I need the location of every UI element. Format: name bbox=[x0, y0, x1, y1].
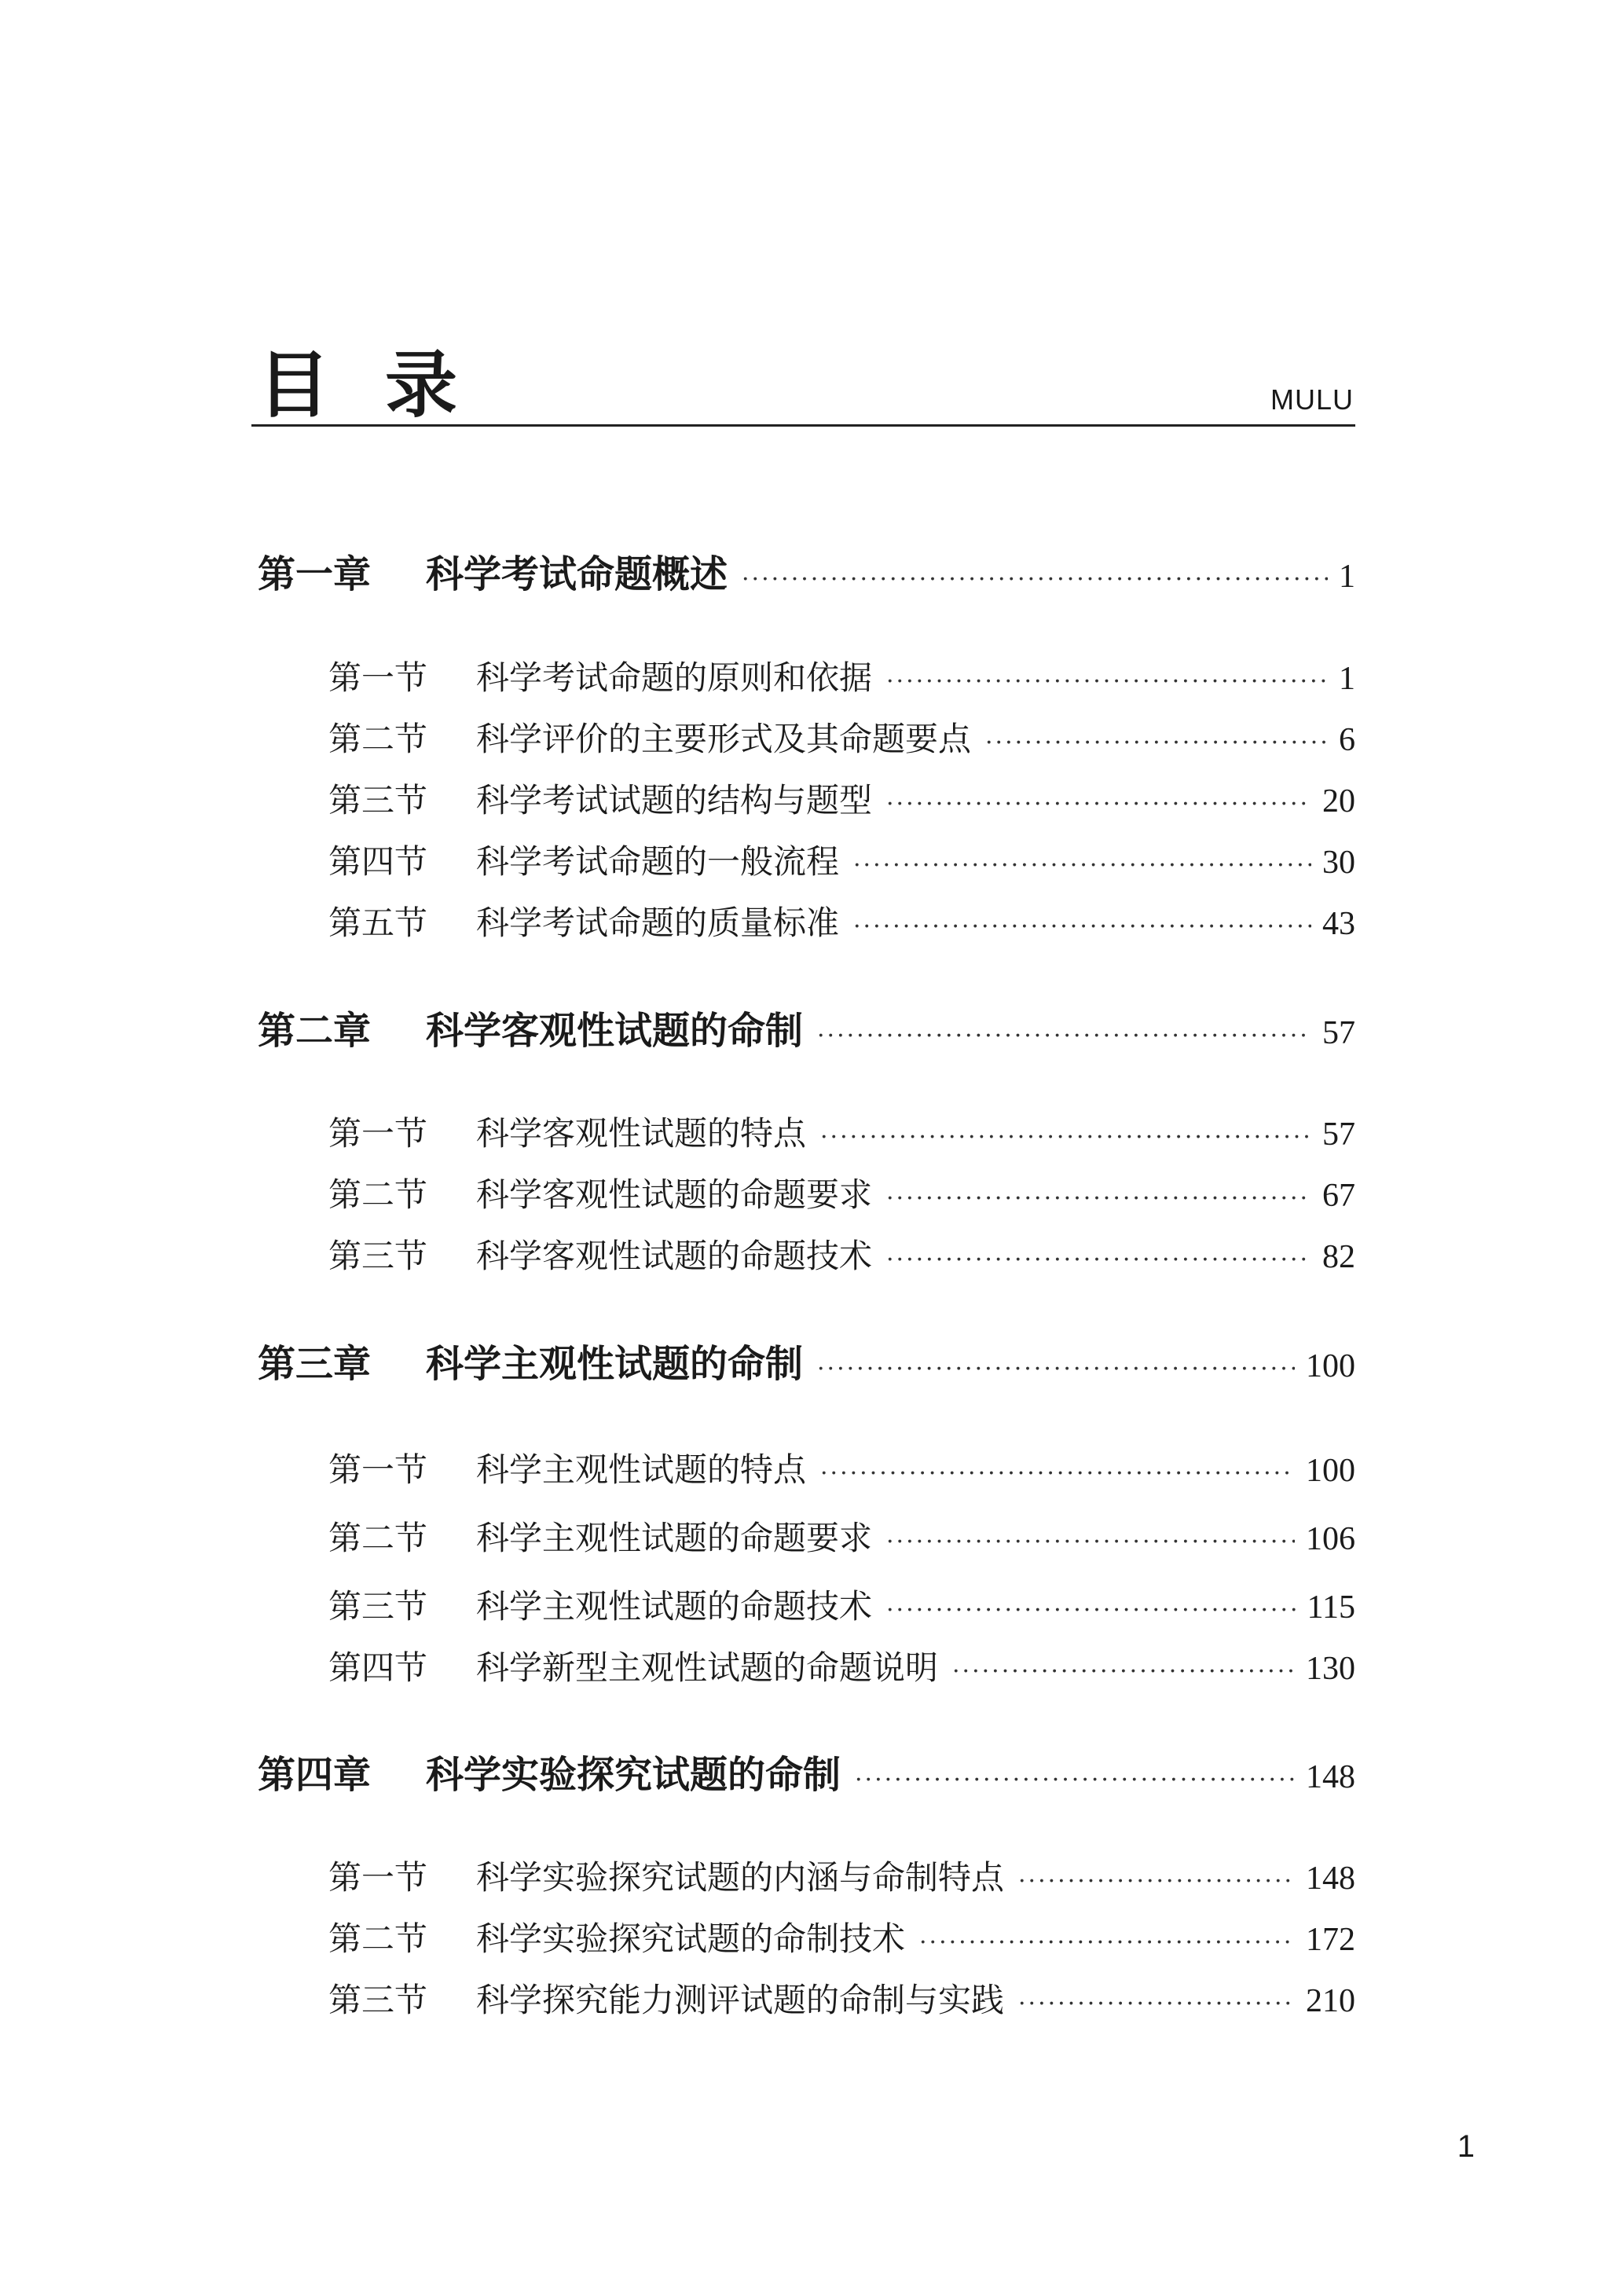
section-title: 科学考试试题的结构与题型 bbox=[476, 781, 873, 819]
toc-chapter[interactable] bbox=[258, 1744, 1355, 1798]
section-title: 科学评价的主要形式及其命题要点 bbox=[476, 720, 972, 758]
dot-leader bbox=[817, 1022, 1311, 1050]
dot-leader bbox=[742, 566, 1328, 593]
chapter-number: 第三章 bbox=[258, 1342, 372, 1386]
page-subtitle: MULU bbox=[1270, 383, 1354, 416]
page-number: 1 bbox=[1339, 559, 1355, 595]
page-number: 57 bbox=[1322, 1116, 1355, 1153]
chapter-title: 科学客观性试题的命制 bbox=[426, 1009, 804, 1053]
toc-section[interactable] bbox=[328, 775, 1355, 822]
dot-leader bbox=[817, 1355, 1295, 1383]
toc-section[interactable] bbox=[328, 1581, 1355, 1628]
toc-section[interactable] bbox=[328, 652, 1355, 699]
page-number: 67 bbox=[1322, 1178, 1355, 1214]
section-title: 科学考试命题的一般流程 bbox=[476, 842, 840, 881]
dot-leader bbox=[985, 729, 1328, 757]
toc-section[interactable] bbox=[328, 1230, 1355, 1278]
page-number: 148 bbox=[1306, 1759, 1355, 1795]
toc-section[interactable] bbox=[328, 1108, 1355, 1155]
toc-section[interactable] bbox=[328, 1512, 1355, 1560]
chapter-number: 第四章 bbox=[258, 1753, 372, 1797]
page-number: 130 bbox=[1306, 1651, 1355, 1687]
page-number: 43 bbox=[1322, 906, 1355, 942]
dot-leader bbox=[820, 1460, 1295, 1487]
dot-leader bbox=[853, 852, 1311, 879]
toc-section[interactable] bbox=[328, 897, 1355, 944]
page-number: 30 bbox=[1322, 845, 1355, 881]
toc-section[interactable] bbox=[328, 1852, 1355, 1899]
section-number: 第二节 bbox=[328, 1919, 428, 1958]
section-title: 科学客观性试题的命题技术 bbox=[476, 1237, 873, 1275]
page-number: 100 bbox=[1306, 1348, 1355, 1384]
dot-leader bbox=[853, 913, 1311, 940]
section-number: 第二节 bbox=[328, 1519, 428, 1557]
dot-leader bbox=[855, 1766, 1295, 1794]
page-number: 115 bbox=[1307, 1589, 1355, 1626]
page-number: 57 bbox=[1322, 1015, 1355, 1051]
page-title: 目录 bbox=[258, 343, 513, 427]
page-number: 148 bbox=[1306, 1861, 1355, 1897]
toc-section[interactable] bbox=[328, 713, 1355, 761]
section-number: 第三节 bbox=[328, 781, 428, 819]
section-number: 第三节 bbox=[328, 1981, 428, 2019]
dot-leader bbox=[919, 1929, 1295, 1956]
page-number: 82 bbox=[1322, 1239, 1355, 1275]
section-title: 科学实验探究试题的命制技术 bbox=[476, 1919, 906, 1958]
toc-section[interactable] bbox=[328, 836, 1355, 883]
dot-leader bbox=[1018, 1990, 1295, 2018]
section-number: 第一节 bbox=[328, 1450, 428, 1489]
section-number: 第四节 bbox=[328, 1648, 428, 1687]
section-number: 第一节 bbox=[328, 1114, 428, 1153]
page-number: 100 bbox=[1306, 1453, 1355, 1489]
page-number: 106 bbox=[1306, 1521, 1355, 1557]
section-number: 第二节 bbox=[328, 720, 428, 758]
chapter-title: 科学考试命题概述 bbox=[426, 552, 728, 596]
section-title: 科学实验探究试题的内涵与命制特点 bbox=[476, 1858, 1005, 1897]
section-number: 第四节 bbox=[328, 842, 428, 881]
dot-leader bbox=[886, 1597, 1296, 1624]
dot-leader bbox=[820, 1124, 1311, 1151]
section-title: 科学主观性试题的命题要求 bbox=[476, 1519, 873, 1557]
page-number: 20 bbox=[1322, 783, 1355, 819]
chapter-title: 科学实验探究试题的命制 bbox=[426, 1753, 841, 1797]
dot-leader bbox=[886, 1246, 1311, 1274]
section-number: 第二节 bbox=[328, 1175, 428, 1214]
toc-section[interactable] bbox=[328, 1974, 1355, 2022]
toc-header bbox=[251, 338, 1355, 427]
section-number: 第三节 bbox=[328, 1237, 428, 1275]
page-number: 210 bbox=[1306, 1983, 1355, 2019]
dot-leader bbox=[886, 1185, 1311, 1212]
section-number: 第一节 bbox=[328, 658, 428, 697]
section-title: 科学新型主观性试题的命题说明 bbox=[476, 1648, 939, 1687]
section-title: 科学客观性试题的特点 bbox=[476, 1114, 807, 1153]
dot-leader bbox=[886, 790, 1311, 818]
page-number: 1 bbox=[1339, 661, 1355, 697]
chapter-number: 第二章 bbox=[258, 1009, 372, 1053]
section-title: 科学主观性试题的命题技术 bbox=[476, 1587, 873, 1626]
dot-leader bbox=[886, 1528, 1295, 1556]
toc-chapter[interactable] bbox=[258, 1000, 1355, 1054]
section-title: 科学考试命题的原则和依据 bbox=[476, 658, 873, 697]
chapter-title: 科学主观性试题的命制 bbox=[426, 1342, 804, 1386]
dot-leader bbox=[1018, 1868, 1295, 1895]
toc-section[interactable] bbox=[328, 1169, 1355, 1216]
section-title: 科学考试命题的质量标准 bbox=[476, 904, 840, 942]
folio-page-number: 1 bbox=[1457, 2129, 1475, 2164]
chapter-number: 第一章 bbox=[258, 552, 372, 596]
toc-section[interactable] bbox=[328, 1444, 1355, 1491]
toc-section[interactable] bbox=[328, 1642, 1355, 1689]
section-number: 第三节 bbox=[328, 1587, 428, 1626]
toc-chapter[interactable] bbox=[258, 1333, 1355, 1388]
dot-leader bbox=[886, 668, 1328, 695]
page-number: 172 bbox=[1306, 1922, 1355, 1958]
toc-chapter[interactable] bbox=[258, 544, 1355, 598]
page-number: 6 bbox=[1339, 722, 1355, 758]
toc-section[interactable] bbox=[328, 1913, 1355, 1960]
section-title: 科学客观性试题的命题要求 bbox=[476, 1175, 873, 1214]
section-number: 第五节 bbox=[328, 904, 428, 942]
section-title: 科学探究能力测评试题的命制与实践 bbox=[476, 1981, 1005, 2019]
section-title: 科学主观性试题的特点 bbox=[476, 1450, 807, 1489]
dot-leader bbox=[952, 1658, 1295, 1685]
section-number: 第一节 bbox=[328, 1858, 428, 1897]
